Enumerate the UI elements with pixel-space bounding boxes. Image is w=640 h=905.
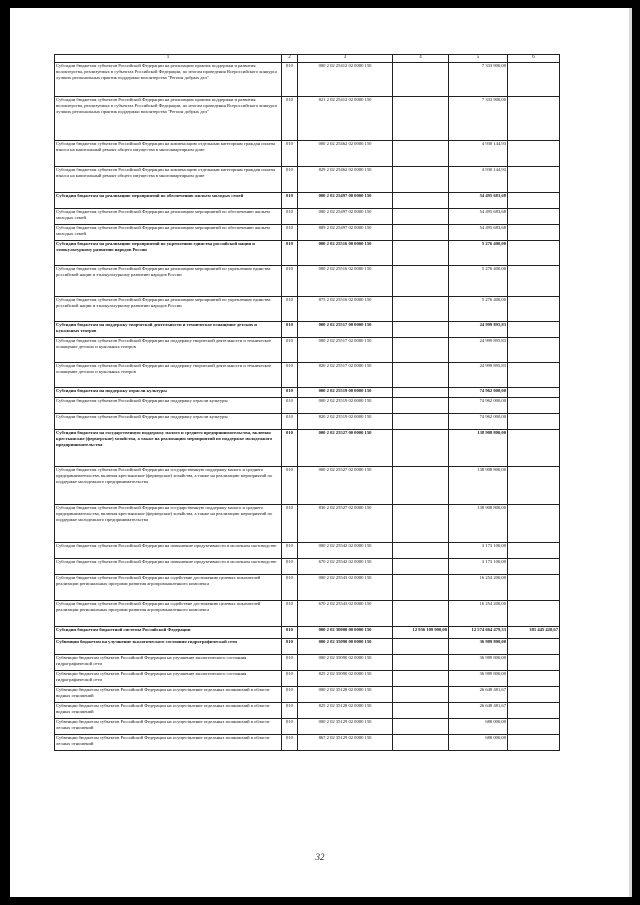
row-name-cell: Субсидии бюджетам субъектов Российской Федерации на государственную поддержку малого и среднего предпринимательства, включая крестьянские (фермерские) хозяйства, а также на реализацию мероприятий по поддержке молодежного предпринимательства (55, 505, 282, 543)
row-kbk-cell: 000 2 02 25497 00 0000 150 (298, 193, 393, 209)
row-executed-cell: 36 989 800,00 (449, 671, 508, 687)
row-assigned-cell (393, 209, 449, 225)
row-executed-cell: 5 276 400,00 (449, 266, 508, 297)
row-assigned-cell (393, 63, 449, 97)
row-executed-cell: 4 930 144,93 (449, 167, 508, 193)
row-assigned-cell (393, 467, 449, 505)
row-code-cell: 010 (282, 167, 298, 193)
row-code-cell: 010 (282, 627, 298, 639)
row-executed-cell: 5 276 400,00 (449, 241, 508, 266)
row-executed-cell: 74 962 000,00 (449, 388, 508, 398)
table-row (55, 167, 560, 193)
row-kbk-cell: 670 2 02 25543 02 0000 150 (298, 601, 393, 627)
row-executed-cell: 26 648 481,67 (449, 687, 508, 703)
row-name-cell: Субсидии бюджетам субъектов Российской Федерации на реализацию мероприятий по укреплению единства российской нации и этнокультурному развитию народов России (55, 266, 282, 297)
row-code-cell: 010 (282, 505, 298, 543)
row-unexecuted-cell (508, 167, 560, 193)
row-unexecuted-cell (508, 601, 560, 627)
table-row (55, 559, 560, 575)
table-row (55, 687, 560, 703)
row-assigned-cell (393, 687, 449, 703)
row-kbk-cell: 000 2 02 25527 00 0000 150 (298, 430, 393, 467)
row-name-cell: Субсидии бюджетам субъектов Российской Федерации на государственную поддержку малого и среднего предпринимательства, включая крестьянские (фермерские) хозяйства, а также на реализацию мероприятий по поддержке молодежного предпринимательства (55, 467, 282, 505)
row-code-cell: 010 (282, 559, 298, 575)
row-assigned-cell (393, 414, 449, 430)
table-row (55, 505, 560, 543)
table-row (55, 225, 560, 241)
row-executed-cell: 36 989 800,00 (449, 639, 508, 655)
row-executed-cell: 36 989 800,00 (449, 655, 508, 671)
row-name-cell: Субсидии бюджетам на государственную поддержку малого и среднего предпринимательства, включая крестьянские (фермерские) хозяйства, а также на реализацию мероприятий по поддержке молодежного предпринимательства (55, 430, 282, 467)
table-row (55, 266, 560, 297)
row-kbk-cell: 000 2 02 25516 00 0000 150 (298, 241, 393, 266)
row-kbk-cell: 000 2 02 25542 02 0000 150 (298, 543, 393, 559)
row-name-cell: Субвенции бюджетам субъектов Российской Федерации на осуществление отдельных полномочий в области лесных отношений (55, 719, 282, 735)
row-code-cell: 010 (282, 655, 298, 671)
row-executed-cell: 3 173 100,00 (449, 543, 508, 559)
row-assigned-cell (393, 322, 449, 338)
row-unexecuted-cell (508, 363, 560, 388)
row-name-cell: Субсидии бюджетам субъектов Российской Федерации на реализацию мероприятий по обеспечению жильем молодых семей (55, 209, 282, 225)
header-cell-4: 4 (393, 55, 449, 63)
row-code-cell: 010 (282, 209, 298, 225)
budget-table (54, 54, 560, 751)
row-name-cell: Субсидии бюджетам субъектов Российской Федерации на поддержку творческой деятельности и техническое оснащение детских и кукольных театров (55, 363, 282, 388)
row-code-cell: 010 (282, 388, 298, 398)
row-assigned-cell (393, 141, 449, 167)
row-unexecuted-cell (508, 543, 560, 559)
row-assigned-cell (393, 297, 449, 322)
table-row (55, 209, 560, 225)
row-kbk-cell: 820 2 02 25517 02 0000 150 (298, 363, 393, 388)
row-assigned-cell (393, 97, 449, 141)
row-assigned-cell (393, 719, 449, 735)
table-row (55, 575, 560, 601)
row-unexecuted-cell (508, 575, 560, 601)
row-assigned-cell (393, 241, 449, 266)
row-executed-cell: 26 648 481,67 (449, 703, 508, 719)
row-unexecuted-cell (508, 703, 560, 719)
header-cell-3: 3 (298, 55, 393, 63)
row-kbk-cell: 000 2 02 35128 02 0000 150 (298, 687, 393, 703)
row-kbk-cell: 000 2 02 25517 00 0000 150 (298, 322, 393, 338)
row-kbk-cell: 809 2 02 25497 02 0000 150 (298, 225, 393, 241)
row-name-cell: Субсидии бюджетам субъектов Российской Федерации на компенсацию отдельным категориям граждан оплаты взноса на капитальный ремонт общего имущества в многоквартирном доме (55, 141, 282, 167)
row-name-cell: Субсидии бюджетам субъектов Российской Федерации на содействие достижению целевых показателей реализации региональных программ развития агропромышленного комплекса (55, 601, 282, 627)
header-cell-2: 2 (282, 55, 298, 63)
header-cell-6: 6 (508, 55, 560, 63)
table-row (55, 671, 560, 687)
row-code-cell: 010 (282, 225, 298, 241)
row-name-cell: Субсидии бюджетам субъектов Российской Федерации на реализацию практик поддержки и развития волонтерства, реализуемых в субъектах Российской Федерации, по итогам проведения Всероссийского конкурса лучших региональных практик поддержки волонтерства "Регион добрых дел" (55, 97, 282, 141)
row-code-cell: 010 (282, 241, 298, 266)
row-kbk-cell: 875 2 02 25516 02 0000 150 (298, 297, 393, 322)
row-unexecuted-cell: 381 445 420,67 (508, 627, 560, 639)
row-name-cell: Субвенции бюджетам субъектов Российской Федерации на осуществление отдельных полномочий в области водных отношений (55, 703, 282, 719)
row-unexecuted-cell (508, 655, 560, 671)
row-unexecuted-cell (508, 719, 560, 735)
row-assigned-cell (393, 338, 449, 363)
row-executed-cell: 24 999 895,83 (449, 338, 508, 363)
table-row (55, 241, 560, 266)
row-executed-cell: 688 000,00 (449, 719, 508, 735)
row-kbk-cell: 000 2 02 25412 02 0000 150 (298, 63, 393, 97)
row-code-cell: 010 (282, 671, 298, 687)
row-name-cell: Субсидии бюджетам субъектов Российской Федерации на повышение продуктивности в молочном скотоводстве (55, 543, 282, 559)
row-code-cell: 010 (282, 543, 298, 559)
row-name-cell: Субсидии бюджетам на реализацию мероприятий по укреплению единства российской нации и этнокультурному развитию народов России (55, 241, 282, 266)
row-unexecuted-cell (508, 297, 560, 322)
row-code-cell: 010 (282, 297, 298, 322)
row-executed-cell: 688 000,00 (449, 735, 508, 751)
row-unexecuted-cell (508, 430, 560, 467)
row-assigned-cell (393, 543, 449, 559)
row-unexecuted-cell (508, 639, 560, 655)
row-name-cell: Субсидии бюджетам на реализацию мероприятий по обеспечению жильем молодых семей (55, 193, 282, 209)
row-unexecuted-cell (508, 266, 560, 297)
row-code-cell: 010 (282, 575, 298, 601)
row-assigned-cell (393, 193, 449, 209)
row-assigned-cell (393, 225, 449, 241)
row-unexecuted-cell (508, 225, 560, 241)
row-code-cell: 010 (282, 735, 298, 751)
row-assigned-cell (393, 703, 449, 719)
table-row (55, 601, 560, 627)
row-executed-cell: 138 908 800,00 (449, 505, 508, 543)
row-kbk-cell: 821 2 02 25412 02 0000 150 (298, 97, 393, 141)
row-kbk-cell: 000 2 02 25497 02 0000 150 (298, 209, 393, 225)
row-assigned-cell (393, 601, 449, 627)
row-unexecuted-cell (508, 338, 560, 363)
table-row (55, 398, 560, 414)
table-row (55, 63, 560, 97)
row-kbk-cell: 867 2 02 35129 02 0000 150 (298, 735, 393, 751)
row-name-cell: Субсидии бюджетам на поддержку творческой деятельности и техническое оснащение детских и кукольных театров (55, 322, 282, 338)
row-executed-cell: 24 999 895,83 (449, 322, 508, 338)
table-row (55, 322, 560, 338)
row-kbk-cell: 000 2 02 25519 02 0000 150 (298, 398, 393, 414)
row-name-cell: Субсидии бюджетам субъектов Российской Федерации на содействие достижению целевых показателей реализации региональных программ развития агропромышленного комплекса (55, 575, 282, 601)
row-unexecuted-cell (508, 322, 560, 338)
row-code-cell: 010 (282, 338, 298, 363)
row-name-cell: Субвенции бюджетам субъектов Российской Федерации на улучшение экологического состояния гидрографической сети (55, 655, 282, 671)
row-assigned-cell (393, 735, 449, 751)
row-unexecuted-cell (508, 193, 560, 209)
row-code-cell: 010 (282, 414, 298, 430)
row-code-cell: 010 (282, 193, 298, 209)
row-assigned-cell (393, 398, 449, 414)
table-row (55, 388, 560, 398)
table-row (55, 719, 560, 735)
table-row (55, 338, 560, 363)
row-kbk-cell: 000 2 02 25519 00 0000 150 (298, 388, 393, 398)
row-executed-cell: 12 574 664 479,33 (449, 627, 508, 639)
row-unexecuted-cell (508, 97, 560, 141)
row-name-cell: Субсидии бюджетам на поддержку отрасли культуры (55, 388, 282, 398)
row-assigned-cell (393, 639, 449, 655)
row-assigned-cell (393, 266, 449, 297)
row-assigned-cell (393, 559, 449, 575)
row-kbk-cell: 830 2 02 25527 02 0000 150 (298, 505, 393, 543)
table-row (55, 141, 560, 167)
row-executed-cell: 138 908 800,00 (449, 467, 508, 505)
table-row (55, 703, 560, 719)
row-code-cell: 010 (282, 322, 298, 338)
row-kbk-cell: 000 2 02 25527 02 0000 150 (298, 467, 393, 505)
row-executed-cell: 7 333 900,00 (449, 97, 508, 141)
row-code-cell: 010 (282, 430, 298, 467)
row-executed-cell: 54 495 683,68 (449, 193, 508, 209)
table-row (55, 297, 560, 322)
row-code-cell: 010 (282, 266, 298, 297)
row-unexecuted-cell (508, 687, 560, 703)
row-assigned-cell (393, 167, 449, 193)
row-unexecuted-cell (508, 505, 560, 543)
row-unexecuted-cell (508, 671, 560, 687)
row-unexecuted-cell (508, 388, 560, 398)
row-assigned-cell (393, 671, 449, 687)
row-executed-cell: 7 333 900,00 (449, 63, 508, 97)
row-kbk-cell: 000 2 02 25516 02 0000 150 (298, 266, 393, 297)
row-code-cell: 010 (282, 467, 298, 505)
row-name-cell: Субсидии бюджетам субъектов Российской Федерации на реализацию мероприятий по обеспечению жильем молодых семей (55, 225, 282, 241)
table-row (55, 414, 560, 430)
table-header-row (55, 55, 560, 63)
document-page (10, 8, 630, 897)
row-unexecuted-cell (508, 241, 560, 266)
table-row (55, 639, 560, 655)
table-row (55, 543, 560, 559)
header-cell-5: 5 (449, 55, 508, 63)
row-executed-cell: 5 276 400,00 (449, 297, 508, 322)
row-executed-cell: 74 962 000,00 (449, 414, 508, 430)
table-row (55, 363, 560, 388)
row-executed-cell: 24 999 895,83 (449, 363, 508, 388)
row-executed-cell: 74 962 000,00 (449, 398, 508, 414)
row-code-cell: 010 (282, 141, 298, 167)
row-unexecuted-cell (508, 414, 560, 430)
row-unexecuted-cell (508, 559, 560, 575)
row-assigned-cell: 12 956 109 900,00 (393, 627, 449, 639)
row-code-cell: 010 (282, 97, 298, 141)
row-name-cell: Субвенции бюджетам субъектов Российской Федерации на осуществление отдельных полномочий в области лесных отношений (55, 735, 282, 751)
row-name-cell: Субсидии бюджетам субъектов Российской Федерации на поддержку отрасли культуры (55, 414, 282, 430)
row-code-cell: 010 (282, 639, 298, 655)
row-name-cell: Субсидии бюджетам бюджетной системы Российской Федерации (55, 627, 282, 639)
row-kbk-cell: 000 2 02 35090 00 0000 150 (298, 639, 393, 655)
row-kbk-cell: 000 2 02 35090 02 0000 150 (298, 655, 393, 671)
row-code-cell: 010 (282, 398, 298, 414)
row-assigned-cell (393, 388, 449, 398)
row-kbk-cell: 000 2 02 25517 02 0000 150 (298, 338, 393, 363)
row-kbk-cell: 000 2 02 35129 02 0000 150 (298, 719, 393, 735)
table-row (55, 430, 560, 467)
row-code-cell: 010 (282, 703, 298, 719)
row-assigned-cell (393, 363, 449, 388)
row-code-cell: 010 (282, 687, 298, 703)
row-unexecuted-cell (508, 63, 560, 97)
row-code-cell: 010 (282, 719, 298, 735)
row-executed-cell: 16 254 200,00 (449, 601, 508, 627)
row-kbk-cell: 829 2 02 25462 02 0000 150 (298, 167, 393, 193)
row-code-cell: 010 (282, 601, 298, 627)
row-assigned-cell (393, 655, 449, 671)
row-executed-cell: 54 495 683,68 (449, 209, 508, 225)
row-executed-cell: 16 254 200,00 (449, 575, 508, 601)
table-row (55, 655, 560, 671)
row-kbk-cell: 000 2 02 25462 02 0000 150 (298, 141, 393, 167)
row-name-cell: Субсидии бюджетам субъектов Российской Федерации на поддержку отрасли культуры (55, 398, 282, 414)
row-code-cell: 010 (282, 63, 298, 97)
row-kbk-cell: 825 2 02 35128 02 0000 150 (298, 703, 393, 719)
table-row (55, 193, 560, 209)
row-name-cell: Субсидии бюджетам субъектов Российской Федерации на повышение продуктивности в молочном скотоводстве (55, 559, 282, 575)
row-name-cell: Субвенции бюджетам на улучшение экологического состояния гидрографической сети (55, 639, 282, 655)
row-name-cell: Субвенции бюджетам субъектов Российской Федерации на осуществление отдельных полномочий в области водных отношений (55, 687, 282, 703)
row-code-cell: 010 (282, 363, 298, 388)
scan-edge (629, 8, 632, 897)
row-kbk-cell: 000 2 02 25543 02 0000 150 (298, 575, 393, 601)
row-name-cell: Субсидии бюджетам субъектов Российской Федерации на поддержку творческой деятельности и техническое оснащение детских и кукольных театров (55, 338, 282, 363)
row-unexecuted-cell (508, 398, 560, 414)
row-unexecuted-cell (508, 209, 560, 225)
row-kbk-cell: 670 2 02 25542 02 0000 150 (298, 559, 393, 575)
row-executed-cell: 54 495 683,68 (449, 225, 508, 241)
table-row (55, 467, 560, 505)
row-name-cell: Субвенции бюджетам субъектов Российской Федерации на улучшение экологического состояния гидрографической сети (55, 671, 282, 687)
row-assigned-cell (393, 505, 449, 543)
row-name-cell: Субсидии бюджетам субъектов Российской Федерации на реализацию практик поддержки и развития волонтерства, реализуемых в субъектах Российской Федерации, по итогам проведения Всероссийского конкурса лучших региональных практик поддержки волонтерства "Регион добрых дел" (55, 63, 282, 97)
page-number: 32 (315, 852, 325, 862)
row-unexecuted-cell (508, 141, 560, 167)
row-executed-cell: 3 173 100,00 (449, 559, 508, 575)
table-row (55, 97, 560, 141)
row-assigned-cell (393, 575, 449, 601)
table-row (55, 735, 560, 751)
table-row (55, 627, 560, 639)
row-name-cell: Субсидии бюджетам субъектов Российской Федерации на реализацию мероприятий по укреплению единства российской нации и этнокультурному развитию народов России (55, 297, 282, 322)
row-kbk-cell: 000 2 02 30000 00 0000 150 (298, 627, 393, 639)
row-executed-cell: 138 908 800,00 (449, 430, 508, 467)
row-assigned-cell (393, 430, 449, 467)
row-executed-cell: 4 930 144,93 (449, 141, 508, 167)
row-unexecuted-cell (508, 735, 560, 751)
row-kbk-cell: 825 2 02 35090 02 0000 150 (298, 671, 393, 687)
row-kbk-cell: 820 2 02 25519 02 0000 150 (298, 414, 393, 430)
header-cell-1: 1 (55, 55, 282, 63)
row-name-cell: Субсидии бюджетам субъектов Российской Федерации на компенсацию отдельным категориям граждан оплаты взноса на капитальный ремонт общего имущества в многоквартирном доме (55, 167, 282, 193)
row-unexecuted-cell (508, 467, 560, 505)
